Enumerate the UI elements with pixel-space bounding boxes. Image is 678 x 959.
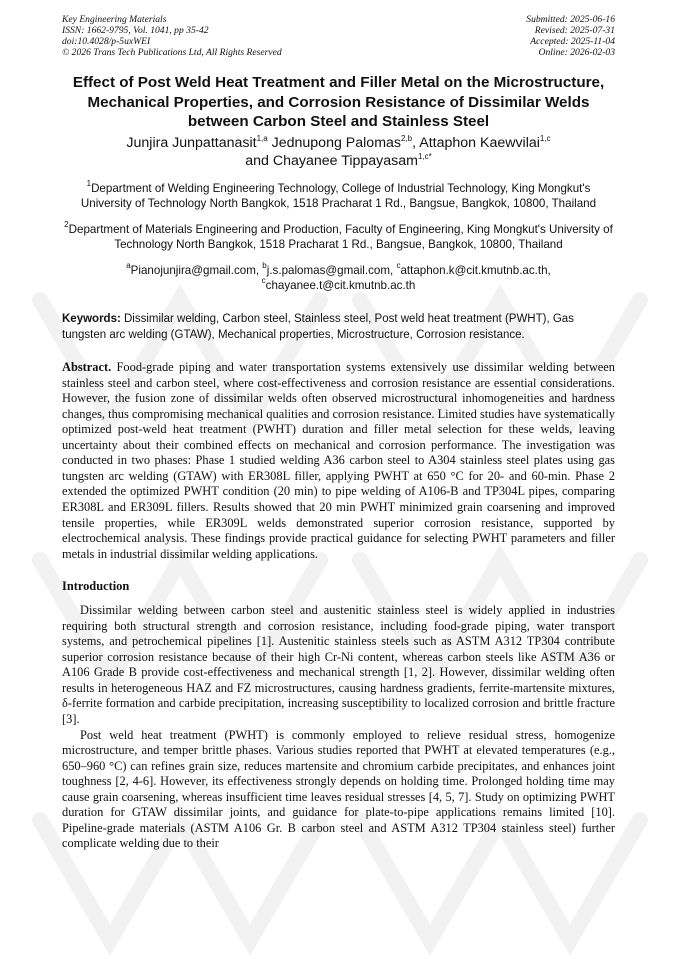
online-date: Online: 2026-02-03: [538, 47, 615, 58]
paper-title: Effect of Post Weld Heat Treatment and Filler Metal on the Microstructure, Mechanical Properties, and Corrosion Resistance of Dissimilar Welds between Carbon Steel and Stainless Steel: [72, 74, 605, 130]
issn: ISSN: 1662-9795, Vol. 1041, pp 35-42: [62, 25, 209, 36]
publication-info: [62, 14, 282, 58]
history-dates: [526, 14, 615, 58]
author: Junjira Junpattanasit$^{1,a}$: [126, 133, 268, 151]
journal-name: Key Engineering Materials: [62, 14, 167, 25]
affiliation-1: $^1$Department of Welding Engineering Technology, College of Industrial Technology, King Mongkut's University of Technology North Bangkok, 1518 Pracharat 1 Rd., Bangsue, Bangkok, 10800, Thailand: [80, 178, 597, 211]
article-page: [62, 14, 615, 852]
intro-paragraph: Dissimilar welding between carbon steel and austenitic stainless steel is widely applied in industries requiring both structural strength and corrosion resistance, including food-grade piping, water transport systems, and petrochemical pipelines [1]. Austenitic stainless steels such as ASTM A312 TP304 contribute superior corrosion resistance because of their high Cr-Ni content, whereas carbon steels like ASTM A36 or A106 Grade B provide cost-effectiveness and mechanical strength [1, 2]. However, dissimilar welding often results in heterogeneous HAZ and FZ microstructures, causing hardness gradients, ferrite-martensite mixtures, δ-ferrite formation and carbide precipitation, increasing susceptibility to localized corrosion and brittle fracture [3].: [62, 603, 615, 726]
keywords-text: Dissimilar welding, Carbon steel, Stainless steel, Post weld heat treatment (PWHT), Gas tungsten arc welding (GTAW), Mechanical properties, Microstructure, Corrosion resistance.: [62, 313, 574, 341]
accepted-date: Accepted: 2025-11-04: [530, 36, 615, 47]
author-emails: [62, 260, 615, 294]
doi: doi:10.4028/p-5uxWEI: [62, 36, 151, 47]
abstract-label: Abstract.: [62, 360, 112, 375]
keywords-label: Keywords:: [62, 313, 121, 326]
email-link[interactable]: $^c$attaphon.k@cit.kmutnb.ac.th,: [396, 260, 551, 277]
affiliation-2: $^2$Department of Materials Engineering and Production, Faculty of Engineering, King Mongkut's University of Technology North Bangkok, 1518 Pracharat 1 Rd., Bangsue, Bangkok, 10800, Thailand: [64, 219, 613, 252]
section-heading-introduction: Introduction: [62, 579, 130, 594]
abstract-text: Food-grade piping and water transportation systems extensively use dissimilar welding between stainless steel and carbon steel, where cost-effectiveness and corrosion resistance are essential considerations. However, the fusion zone of dissimilar welds often observed microstructural inhomogeneities and hardness changes, thus compromising mechanical qualities and corrosion resistance. Limited studies have systematically optimized post-weld heat treatment (PWHT) duration and filler metal selection for these welds, leaving uncertainty about their combined effects on mechanical and corrosion performance. The investigation was conducted in two phases: Phase 1 studied welding A36 carbon steel to A304 stainless steel plates using gas tungsten arc welding (GTAW) with ER308L filler, applying PWHT at 650 °C for 20- and 60-min. Phase 2 extended the optimized PWHT condition (20 min) to pipe welding of A106-B and TP304L pipes, comparing ER308L and ER309L fillers. Results showed that 20 min PWHT minimized grain coarsening and improved tensile properties, while ER309L welds demonstrated superior corrosion resistance, supported by electrochemical analysis. These findings provide practical guidance for selecting PWHT parameters and filler metals in industrial dissimilar welding applications.: [62, 360, 615, 561]
abstract: [62, 360, 615, 562]
article-header: [62, 14, 615, 58]
keywords: [62, 312, 615, 343]
copyright: © 2026 Trans Tech Publications Ltd, All Rights Reserved: [62, 47, 282, 58]
email-link[interactable]: $^b$j.s.palomas@gmail.com,: [262, 260, 397, 277]
author: Jednupong Palomas$^{2,b}$,: [271, 133, 420, 151]
intro-paragraph: Post weld heat treatment (PWHT) is commonly employed to relieve residual stress, homogenize microstructure, and temper brittle phases. Various studies reported that PWHT at elevated temperatures (e.g., 650–960 °C) can refines grain size, reduces martensite and chromium carbide precipitates, and enhances joint toughness [2, 4-6]. However, its effectiveness strongly depends on holding time. Prolonged holding time may cause grain coarsening, whereas insufficient time leaves residual stresses [4, 5, 7]. Study on optimizing PWHT duration for GTAW dissimilar joints, and guidance for plate-to-pipe applications remains limited [10]. Pipeline-grade materials (ASTM A106 Gr. B carbon steel and ASTM A312 TP304 stainless steel) further complicate welding due to their: [62, 727, 615, 851]
author: and Chayanee Tippayasam$^{1,c*}$: [245, 152, 432, 169]
email-link[interactable]: $^c$chayanee.t@cit.kmutnb.ac.th: [261, 276, 416, 293]
email-link[interactable]: $^a$Pianojunjira@gmail.com,: [126, 260, 263, 277]
revised-date: Revised: 2025-07-31: [534, 25, 615, 36]
submitted-date: Submitted: 2025-06-16: [526, 14, 615, 25]
author: Attaphon Kaewvilai$^{1,c}$: [419, 133, 551, 151]
author-list: [62, 134, 615, 171]
